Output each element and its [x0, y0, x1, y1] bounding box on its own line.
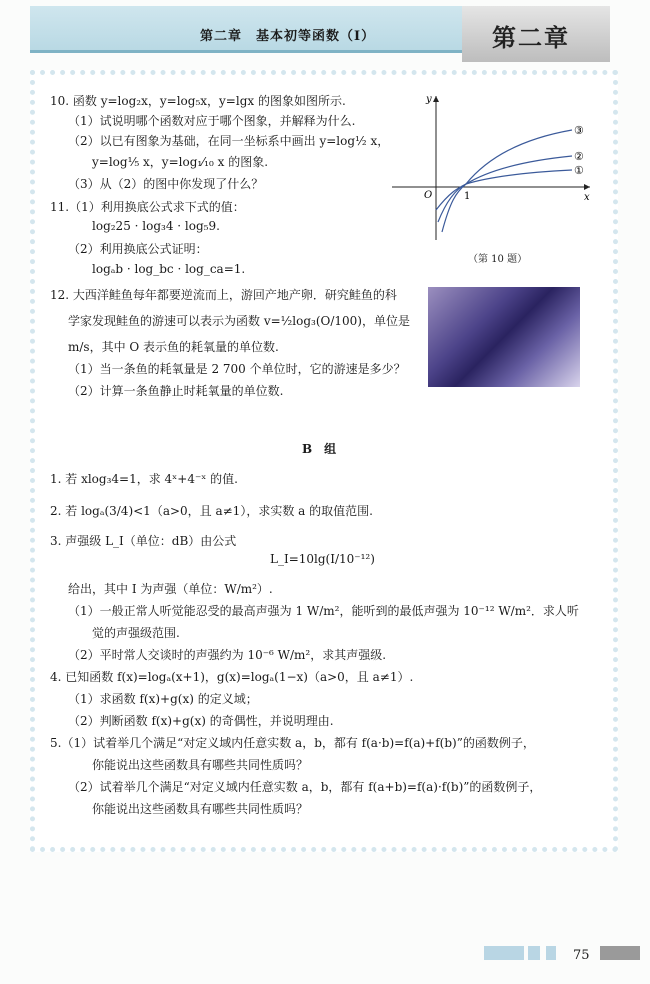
- problem-11-q1: 11.（1）利用换底公式求下式的值：: [50, 200, 245, 214]
- footer-decor-dark: [600, 946, 640, 960]
- group-b-heading: B 组: [302, 442, 337, 456]
- problem-12-line2: 学家发现鲑鱼的游速可以表示为函数 v=½log₃(O/100)，单位是: [68, 314, 410, 328]
- problem-11-q2: （2）利用换底公式证明：: [68, 242, 208, 256]
- b-problem-3-stem: 3. 声强级 L_I（单位：dB）由公式: [50, 534, 237, 548]
- y-axis-arrow: [433, 96, 439, 102]
- chapter-badge: [462, 6, 610, 62]
- problem-12-q2: （2）计算一条鱼静止时耗氧量的单位数.: [68, 384, 284, 398]
- tick-one-label: 1: [464, 191, 471, 202]
- problem-10-q2a: （2）以已有图象为基础，在同一坐标系中画出 y=log½ x，: [68, 134, 390, 148]
- footer-decor-bar: [484, 946, 524, 960]
- problem-12-line3: m/s，其中 O 表示鱼的耗氧量的单位数.: [68, 340, 279, 354]
- b-problem-3-given: 给出，其中 I 为声强（单位：W/m²）.: [68, 582, 273, 596]
- b-problem-3-q2: （2）平时常人交谈时的声强约为 10⁻⁶ W/m²，求其声强级.: [68, 648, 387, 662]
- b-problem-3-formula: L_I=10lg(I/10⁻¹²): [270, 552, 375, 566]
- footer-decor-block: [528, 946, 540, 960]
- problem-10-q3: （3）从（2）的图中你发现了什么？: [68, 177, 264, 191]
- figure-caption: （第 10 题）: [468, 254, 528, 265]
- problem-10-q2b: y=log⅕ x，y=log₁⁄₁₀ x 的图象.: [92, 155, 269, 169]
- problem-12-q1: （1）当一条鱼的耗氧量是 2 700 个单位时，它的游速是多少？: [68, 362, 406, 376]
- x-axis-arrow: [584, 184, 590, 190]
- problem-11-expr1: log₂25 · log₃4 · log₅9.: [92, 219, 220, 233]
- chapter-label: 第二章: [492, 24, 570, 52]
- page-number: 75: [573, 948, 590, 963]
- b-problem-5-q2b: 你能说出这些函数具有哪些共同性质吗？: [92, 802, 309, 816]
- log-graph-figure: [392, 92, 592, 242]
- b-problem-4-q1: （1）求函数 f(x)+g(x) 的定义域；: [68, 692, 258, 706]
- salmon-photo: [428, 287, 580, 387]
- problem-11-expr2: logₐb · log_bc · log_ca=1.: [92, 262, 246, 276]
- curve-2-label: ②: [574, 150, 584, 163]
- origin-label: O: [424, 190, 433, 201]
- b-problem-5-q2a: （2）试着举几个满足“对定义域内任意实数 a，b，都有 f(a+b)=f(a)·f(b)”的函数例子，: [68, 780, 542, 794]
- b-problem-4-stem: 4. 已知函数 f(x)=logₐ(x+1)，g(x)=logₐ(1−x)（a>0，且 a≠1）.: [50, 670, 414, 684]
- b-problem-3-q1a: （1）一般正常人听觉能忍受的最高声强为 1 W/m²，能听到的最低声强为 10⁻¹² W/m²．求人听: [68, 604, 579, 618]
- b-problem-3-q1b: 觉的声强级范围.: [92, 626, 180, 640]
- b-problem-2: 2. 若 logₐ(3/4)<1（a>0，且 a≠1），求实数 a 的取值范围.: [50, 504, 373, 518]
- problem-12-line1: 12. 大西洋鲑鱼每年都要逆流而上，游回产地产卵．研究鲑鱼的科: [50, 288, 397, 302]
- b-problem-5-q1a: 5.（1）试着举几个满足“对定义域内任意实数 a，b，都有 f(a·b)=f(a)+f(b)”的函数例子，: [50, 736, 535, 750]
- curve-3-label: ③: [574, 124, 584, 137]
- x-axis-label: x: [584, 192, 590, 203]
- curve-1: [436, 170, 572, 210]
- b-problem-5-q1b: 你能说出这些函数具有哪些共同性质吗？: [92, 758, 309, 772]
- problem-10-stem: 10. 函数 y=log₂x，y=log₅x，y=lgx 的图象如图所示.: [50, 94, 346, 108]
- b-problem-1: 1. 若 xlog₃4=1，求 4ˣ+4⁻ˣ 的值.: [50, 472, 238, 486]
- y-axis-label: y: [426, 94, 432, 105]
- curve-1-label: ①: [574, 164, 584, 177]
- running-header-title: 第二章 基本初等函数（I）: [200, 29, 376, 44]
- curve-3: [442, 130, 572, 232]
- b-problem-4-q2: （2）判断函数 f(x)+g(x) 的奇偶性，并说明理由.: [68, 714, 334, 728]
- footer-decor-block: [546, 946, 556, 960]
- problem-10-q1: （1）试说明哪个函数对应于哪个图象，并解释为什么.: [68, 114, 356, 128]
